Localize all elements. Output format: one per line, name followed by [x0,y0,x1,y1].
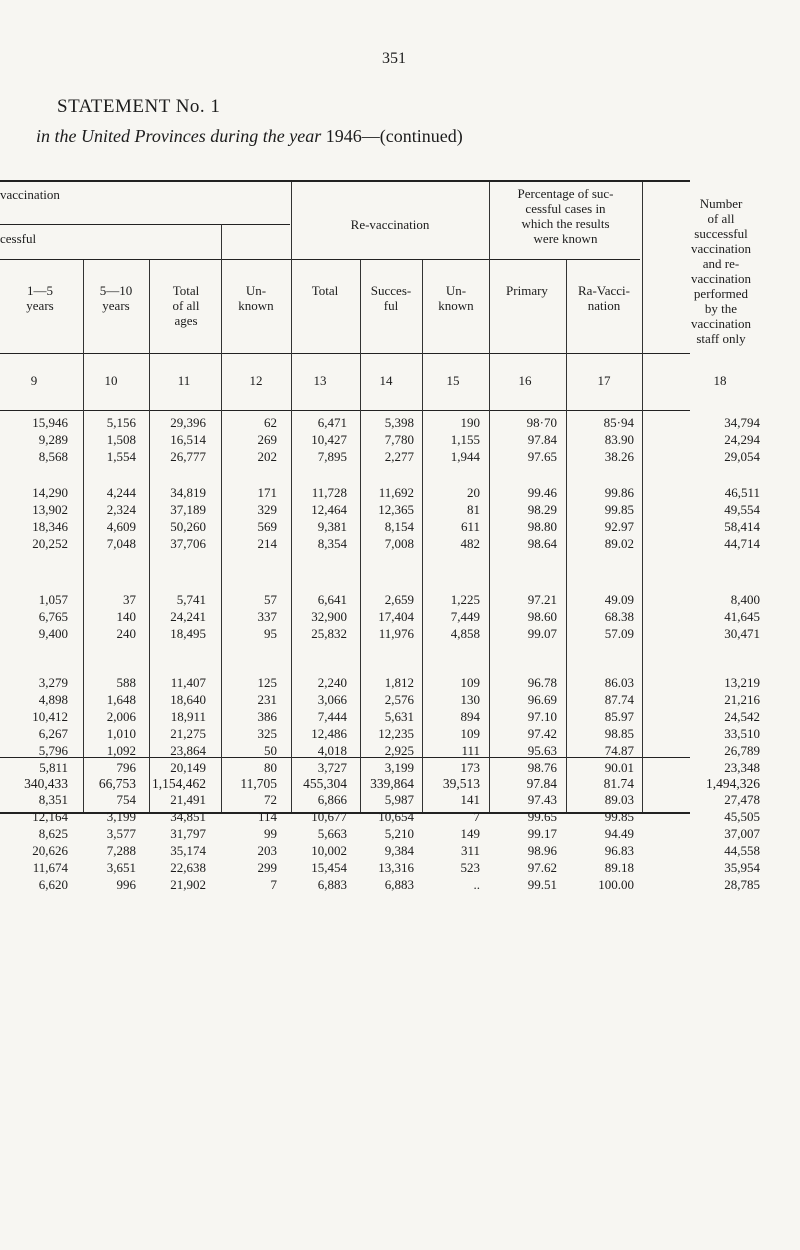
table-cell: 171 [257,485,277,500]
table-cell: 3,066 [317,692,347,707]
table-cell: 98.96 [527,843,557,858]
totals-cell: 11,705 [240,776,277,791]
table-cell: 10,427 [311,432,347,447]
table-cell: .. [473,877,480,892]
table-cell: 81 [467,502,480,517]
table-cell: 28,785 [724,877,760,892]
table-cell: 22,638 [170,860,206,875]
table-cell: 10,412 [32,709,68,724]
table-cell: 8,354 [317,536,347,551]
column-number: 11 [177,373,191,388]
table-cell: 45,505 [724,809,760,824]
column-header: Total of all ages [172,283,200,328]
table-cell: 62 [264,415,277,430]
table-cell: 1,225 [450,592,480,607]
header-rule-4 [0,410,690,411]
table-cell: 97.42 [527,726,557,741]
column-header: Un- known [238,283,274,313]
table-cell: 2,240 [317,675,347,690]
table-cell: 98.80 [527,519,557,534]
table-cell: 5,741 [176,592,206,607]
table-cell: 37,189 [170,502,206,517]
table-cell: 11,692 [378,485,414,500]
table-cell: 240 [116,626,136,641]
column-number: 14 [379,373,393,388]
table-cell: 3,651 [106,860,136,875]
table-cell: 231 [257,692,277,707]
table-cell: 23,348 [724,760,760,775]
table-cell: 34,851 [170,809,206,824]
table-cell: 90.01 [604,760,634,775]
table-cell: 5,631 [384,709,414,724]
table-cell: 37 [123,592,136,607]
table-cell: 4,018 [317,743,347,758]
header-rule-1 [0,224,290,225]
table-cell: 24,294 [724,432,760,447]
table-cell: 96.83 [604,843,634,858]
table-cell: 80 [264,760,277,775]
table-cell: 15,946 [32,415,68,430]
table-cell: 2,277 [384,449,414,464]
table-cell: 99.86 [604,485,634,500]
table-cell: 269 [257,432,277,447]
subtitle [36,126,463,147]
table-cell: 98·70 [526,415,557,430]
table-cell: 8,351 [38,792,68,807]
table-cell: 98.76 [527,760,557,775]
table-cell: 214 [257,536,277,551]
table-cell: 97.84 [527,432,557,447]
table-cell: 141 [460,792,480,807]
table-cell: 149 [460,826,480,841]
table-cell: 11,728 [311,485,347,500]
table-cell: 26,789 [724,743,760,758]
table-cell: 6,471 [317,415,347,430]
table-cell: 10,677 [311,809,347,824]
table-cell: 49,554 [724,502,760,517]
table-cell: 6,883 [384,877,414,892]
table-cell: 1,092 [106,743,136,758]
table-cell: 95.63 [527,743,557,758]
totals-cell: 1,494,326 [706,776,760,791]
table-cell: 20,626 [32,843,68,858]
table-cell: 21,491 [170,792,206,807]
table-cell: 4,858 [450,626,480,641]
table-cell: 18,346 [32,519,68,534]
table-cell: 2,659 [384,592,414,607]
table-cell: 3,727 [317,760,347,775]
header-revaccination: Re-vaccination [350,217,430,232]
table-cell: 98.64 [527,536,557,551]
table-cell: 21,216 [724,692,760,707]
totals-cell: 97.84 [526,776,557,791]
table-cell: 111 [461,743,480,758]
table-cell: 173 [460,760,480,775]
table-cell: 57.09 [604,626,634,641]
table-cell: 9,384 [384,843,414,858]
table-cell: 9,289 [38,432,68,447]
table-cell: 44,714 [724,536,760,551]
table-cell: 7 [270,877,277,892]
table-cell: 44,558 [724,843,760,858]
header-percentage: Percentage of suc- cessful cases in which the results were known [517,186,614,246]
table-cell: 3,279 [38,675,68,690]
column-number: 9 [30,373,38,388]
column-number: 16 [518,373,532,388]
table-cell: 99.85 [604,502,634,517]
table-top-rule [0,180,690,182]
table-cell: 13,316 [378,860,414,875]
subtitle-italic: in the United Provinces during the year [36,126,322,146]
table-cell: 569 [257,519,277,534]
table-cell: 68.38 [604,609,634,624]
table-cell: 114 [257,809,277,824]
subtitle-year: 1946—(continued) [325,126,463,146]
table-cell: 98.60 [527,609,557,624]
table-cell: 5,156 [106,415,136,430]
header-number-all: Number of all successful vaccination and re- vaccination performed by the vaccination staff only [691,196,751,346]
table-cell: 796 [116,760,136,775]
table-cell: 92.97 [604,519,634,534]
table-cell: 996 [116,877,136,892]
table-cell: 8,625 [38,826,68,841]
table-cell: 4,244 [106,485,136,500]
totals-cell: 455,304 [303,776,347,791]
table-cell: 49.09 [604,592,634,607]
table-cell: 21,902 [170,877,206,892]
table-cell: 23,864 [170,743,206,758]
table-cell: 140 [116,609,136,624]
column-header: Un- known [438,283,474,313]
table-cell: 1,010 [106,726,136,741]
table-cell: 96.69 [527,692,557,707]
table-cell: 6,620 [38,877,68,892]
table-cell: 35,174 [170,843,206,858]
header-cessful: cessful [0,231,37,246]
table-cell: 3,199 [106,809,136,824]
table-cell: 97.10 [527,709,557,724]
table-cell: 7 [473,809,480,824]
totals-cell: 340,433 [24,776,68,791]
table-cell: 611 [460,519,480,534]
table-cell: 37,706 [170,536,206,551]
table-cell: 35,954 [724,860,760,875]
table-cell: 1,057 [38,592,68,607]
table-cell: 94.49 [604,826,634,841]
table-cell: 7,449 [450,609,480,624]
table-cell: 7,288 [106,843,136,858]
table-cell: 72 [264,792,277,807]
table-cell: 325 [257,726,277,741]
table-cell: 4,609 [106,519,136,534]
table-cell: 299 [257,860,277,875]
table-cell: 8,568 [38,449,68,464]
table-cell: 311 [460,843,480,858]
column-header: 1—5 years [26,283,54,313]
table-cell: 14,290 [32,485,68,500]
table-cell: 15,454 [311,860,347,875]
table-cell: 37,007 [724,826,760,841]
table-cell: 6,765 [38,609,68,624]
header-rule-3 [0,353,690,354]
table-cell: 20,252 [32,536,68,551]
table-cell: 5,796 [38,743,68,758]
table-cell: 74.87 [604,743,634,758]
table-cell: 57 [264,592,277,607]
table-cell: 24,542 [724,709,760,724]
column-number: 12 [249,373,263,388]
table-cell: 29,054 [724,449,760,464]
table-cell: 329 [257,502,277,517]
table-cell: 12,235 [378,726,414,741]
table-cell: 1,508 [106,432,136,447]
table-cell: 8,400 [730,592,760,607]
table-cell: 99.17 [527,826,557,841]
table-cell: 12,365 [378,502,414,517]
table-cell: 2,006 [106,709,136,724]
table-cell: 100.00 [598,877,634,892]
table-cell: 3,577 [106,826,136,841]
table-cell: 109 [460,726,480,741]
table-cell: 482 [460,536,480,551]
totals-cell: 39,513 [442,776,480,791]
table-cell: 8,154 [384,519,414,534]
table-cell: 5,398 [384,415,414,430]
table-cell: 1,155 [450,432,480,447]
table-cell: 99.51 [527,877,557,892]
table-cell: 97.62 [527,860,557,875]
table-cell: 97.21 [527,592,557,607]
table-cell: 34,794 [724,415,760,430]
table-cell: 89.18 [604,860,634,875]
table-cell: 83.90 [604,432,634,447]
table-cell: 203 [257,843,277,858]
column-header: Primary [506,283,548,298]
table-cell: 11,674 [32,860,68,875]
table-cell: 5,811 [39,760,68,775]
table-cell: 31,797 [170,826,206,841]
table-cell: 97.43 [527,792,557,807]
table-cell: 85.97 [604,709,634,724]
column-header: Ra-Vacci- nation [578,283,630,313]
column-header: Succes- ful [370,283,412,313]
table-cell: 98.29 [527,502,557,517]
table-cell: 96.78 [527,675,557,690]
table-cell: 33,510 [724,726,760,741]
table-cell: 12,464 [311,502,347,517]
table-cell: 99.85 [604,809,634,824]
table-cell: 20,149 [170,760,206,775]
table-cell: 46,511 [724,485,760,500]
page-number: 351 [382,50,406,67]
table-cell: 34,819 [170,485,206,500]
table-cell: 6,267 [38,726,68,741]
table-cell: 18,911 [170,709,206,724]
table-cell: 89.03 [604,792,634,807]
table-cell: 18,495 [170,626,206,641]
table-cell: 99 [264,826,277,841]
totals-cell: 81.74 [603,776,634,791]
table-cell: 87.74 [604,692,634,707]
table-cell: 95 [264,626,277,641]
table-cell: 9,400 [38,626,68,641]
header-vaccination: vaccination [0,187,60,202]
table-cell: 1,648 [106,692,136,707]
table-cell: 58,414 [724,519,760,534]
table-cell: 2,324 [106,502,136,517]
table-cell: 20 [467,485,480,500]
table-cell: 6,883 [317,877,347,892]
column-number: 10 [104,373,118,388]
table-cell: 12,164 [32,809,68,824]
table-cell: 21,275 [170,726,206,741]
table-cell: 202 [257,449,277,464]
table-cell: 32,900 [311,609,347,624]
table-cell: 386 [257,709,277,724]
table-cell: 99.07 [527,626,557,641]
table-cell: 12,486 [311,726,347,741]
table-cell: 5,987 [384,792,414,807]
table-cell: 50,260 [170,519,206,534]
table-cell: 1,554 [106,449,136,464]
table-cell: 130 [460,692,480,707]
table-cell: 1,944 [450,449,480,464]
table-cell: 5,210 [384,826,414,841]
table-cell: 190 [460,415,480,430]
table-cell: 98.85 [604,726,634,741]
table-cell: 86.03 [604,675,634,690]
table-cell: 7,008 [384,536,414,551]
table-cell: 6,641 [317,592,347,607]
table-cell: 29,396 [170,415,206,430]
table-cell: 26,777 [170,449,206,464]
totals-cell: 339,864 [370,776,414,791]
table-cell: 97.65 [527,449,557,464]
table-cell: 24,241 [170,609,206,624]
table-cell: 5,663 [317,826,347,841]
table-cell: 3,199 [384,760,414,775]
table-cell: 2,925 [384,743,414,758]
table-cell: 523 [460,860,480,875]
table-cell: 1,812 [384,675,414,690]
table-cell: 6,866 [317,792,347,807]
statement-title: STATEMENT No. 1 [57,96,221,117]
column-number: 17 [597,373,611,388]
totals-cell: 1,154,462 [152,776,206,791]
totals-cell: 66,753 [98,776,136,791]
table-cell: 18,640 [170,692,206,707]
table-cell: 754 [116,792,136,807]
table-cell: 89.02 [604,536,634,551]
table-cell: 7,780 [384,432,414,447]
table-cell: 99.46 [527,485,557,500]
column-number: 18 [713,373,727,388]
column-number: 13 [313,373,327,388]
table-cell: 41,645 [724,609,760,624]
column-header: Total [311,283,339,298]
table-cell: 7,444 [317,709,347,724]
table-cell: 17,404 [378,609,414,624]
table-cell: 9,381 [317,519,347,534]
column-number: 15 [446,373,460,388]
table-cell: 11,407 [170,675,206,690]
table-cell: 7,895 [317,449,347,464]
header-rule-2 [0,259,640,260]
table-cell: 894 [460,709,480,724]
table-cell: 109 [460,675,480,690]
table-cell: 13,219 [724,675,760,690]
table-cell: 337 [257,609,277,624]
table-cell: 30,471 [724,626,760,641]
table-cell: 588 [116,675,136,690]
table-cell: 7,048 [106,536,136,551]
table-cell: 38.26 [604,449,634,464]
table-cell: 2,576 [384,692,414,707]
table-cell: 85·94 [603,415,634,430]
table-cell: 27,478 [724,792,760,807]
table-cell: 16,514 [170,432,206,447]
table-cell: 25,832 [311,626,347,641]
table-cell: 13,902 [32,502,68,517]
table-cell: 4,898 [38,692,68,707]
table-cell: 11,976 [378,626,414,641]
table-cell: 99.65 [527,809,557,824]
column-header: 5—10 years [99,283,133,313]
table-cell: 10,002 [311,843,347,858]
table-cell: 10,654 [378,809,414,824]
table-cell: 50 [264,743,277,758]
table-cell: 125 [257,675,277,690]
